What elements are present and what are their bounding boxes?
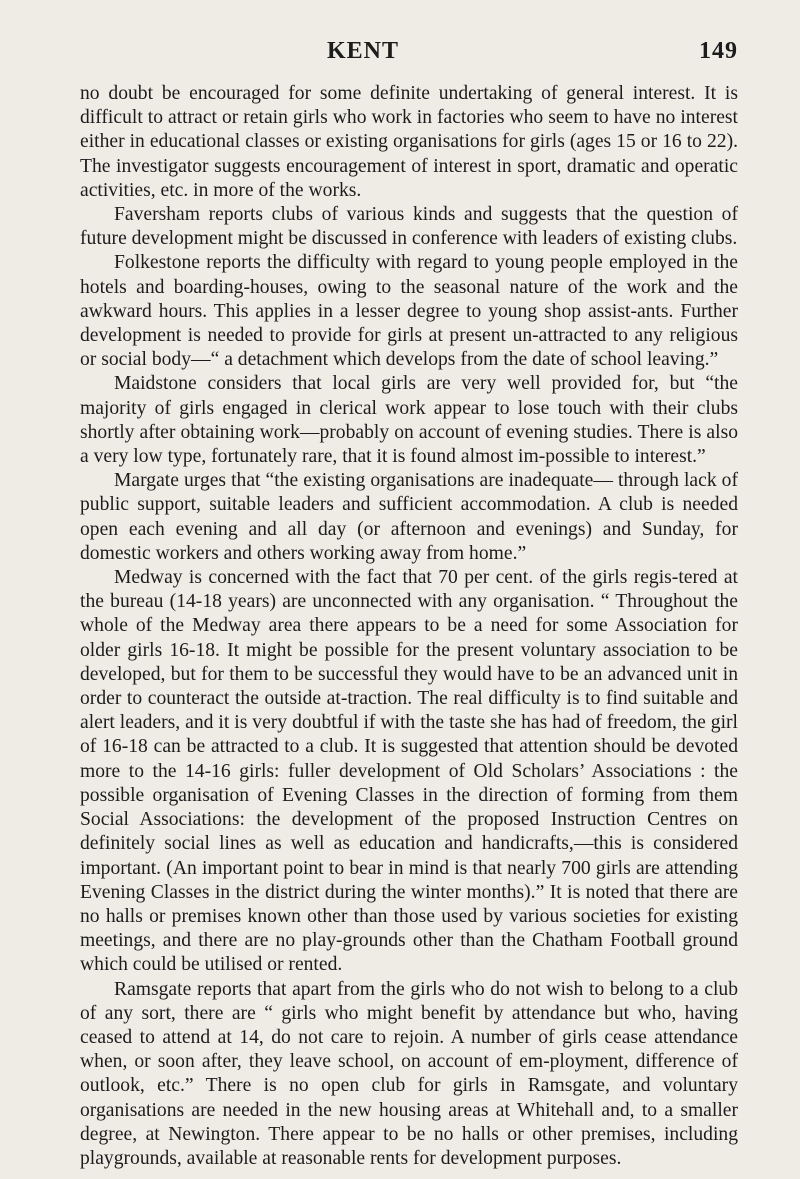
paragraph-folkestone: Folkestone reports the difficulty with regard to young people employed in the hotels and boarding-houses, owing to the seasonal nature of the work and the awkward hours. This applies in a lesser degree to young shop assist-ants. Further development is needed to provide for girls at present un-attracted to any religious or social body—“ a detachment which develops from the date of school leaving.” — [80, 252, 738, 371]
running-head: KENT — [327, 38, 400, 64]
page-header — [80, 38, 738, 68]
paragraph-margate: Margate urges that “the existing organisations are inadequate— through lack of public support, suitable leaders and sufficient accommodation. A club is needed open each evening and all day (or afternoon and evenings) and Sunday, for domestic workers and others working away from home.” — [80, 470, 738, 564]
paragraph-ramsgate: Ramsgate reports that apart from the girls who do not wish to belong to a club of any sort, there are “ girls who might benefit by attendance but who, having ceased to attend at 14, do not care to rejoin. A number of girls cease attendance when, or soon after, they leave school, on account of em-ployment, difference of outlook, etc.” There is no open club for girls in Ramsgate, and voluntary organisations are needed in the new housing areas at Whitehall and, to a smaller degree, at Newington. There appear to be no halls or other premises, including playgrounds, available at reasonable rents for development purposes. — [80, 978, 738, 1169]
paragraph-faversham: Faversham reports clubs of various kinds and suggests that the question of future development might be discussed in conference with leaders of existing clubs. — [80, 204, 738, 250]
paragraph-medway: Medway is concerned with the fact that 70 per cent. of the girls regis-tered at the bureau (14-18 years) are unconnected with any organisation. “ Throughout the whole of the Medway area there appears to be a need for some Association for older girls 16-18. It might be possible for the present voluntary association to be developed, but for them to be successful they would have to be an advanced unit in order to counteract the outside at-traction. The real difficulty is to find suitable and alert leaders, and it is very doubtful if with the taste she has had of freedom, the girl of 16-18 can be attracted to a club. It is suggested that attention should be devoted more to the 14-16 girls: fuller development of Old Scholars’ Associations : the possible organisation of Evening Classes in the direction of forming from them Social Associations: the development of the proposed Instruction Centres on definitely social lines as well as education and handicrafts,—this is considered important. (An important point to bear in mind is that nearly 700 girls are attending Evening Classes in the district during the winter months).” It is noted that there are no halls or premises known other than those used by various societies for existing meetings, and there are no play-grounds other than the Chatham Football ground which could be utilised or rented. — [80, 567, 738, 976]
paragraph-continuation: no doubt be encouraged for some definite undertaking of general interest. It is difficult to attract or retain girls who work in factories who seem to have no interest either in educational classes or existing organisations for girls (ages 15 or 16 to 22). The investigator suggests encouragement of interest in sport, dramatic and operatic activities, etc. in more of the works. — [80, 83, 738, 201]
page-number: 149 — [699, 38, 738, 64]
body-text — [80, 82, 738, 1171]
paragraph-maidstone: Maidstone considers that local girls are very well provided for, but “the majority of girls engaged in clerical work appear to lose touch with their clubs shortly after obtaining work—probably on account of evening studies. There is also a very low type, fortunately rare, that it is found almost im-possible to interest.” — [80, 373, 738, 468]
